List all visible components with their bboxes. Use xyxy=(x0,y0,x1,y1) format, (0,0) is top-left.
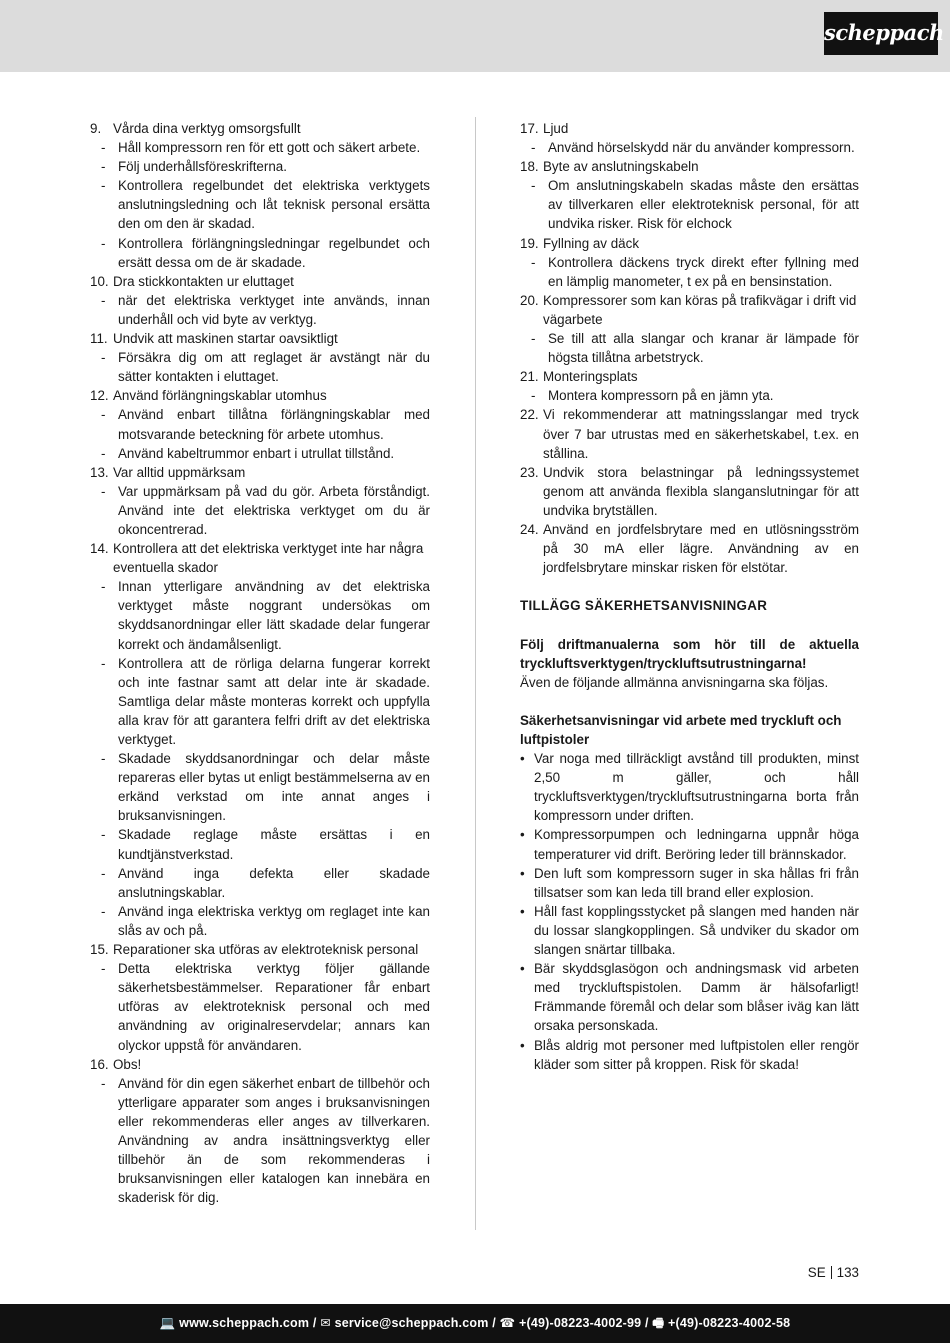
page-number xyxy=(808,1265,859,1280)
sub-item xyxy=(90,864,430,902)
page-lang: SE xyxy=(807,1265,826,1280)
header-band xyxy=(0,0,950,72)
bullet-text: Blås aldrig mot personer med luftpistolen eller rengör kläder som sitter på kroppen. Risk för skada! xyxy=(534,1037,859,1072)
sub-item-text: Använd inga elektriska verktyg om reglaget inte kan slås av och på. xyxy=(118,903,430,938)
list-item xyxy=(90,539,430,940)
list-item xyxy=(90,272,430,329)
list-item xyxy=(520,119,859,157)
item-number: 22. xyxy=(520,407,539,423)
dash-marker: - xyxy=(101,445,106,461)
bullet-text: Den luft som kompressorn suger in ska hållas fri från tillsatser som kan leda till brand eller explosion. xyxy=(534,865,859,900)
sub-item xyxy=(90,1074,430,1208)
page-separator xyxy=(831,1266,832,1279)
bullet-icon: • xyxy=(520,961,525,977)
dash-marker: - xyxy=(101,178,106,194)
dash-marker: - xyxy=(101,140,106,156)
dash-marker: - xyxy=(531,140,536,156)
sub-item xyxy=(90,157,430,176)
item-title: Reparationer ska utföras av elektroteknisk personal xyxy=(113,942,419,958)
sub-item xyxy=(90,654,430,749)
sub-item-text: Innan ytterligare användning av det elektriska verktyget måste noggrant undersökas om skyddsanordningar eller lätt skadade delar fungerar korrekt och ändamålsenligt. xyxy=(118,579,430,652)
list-item xyxy=(90,329,430,386)
sub-item-text: Använd för din egen säkerhet enbart de tillbehör och ytterligare apparater som anges i bruksanvisningen eller rekommenderas eller anges av tillverkaren. Användning av andra insättningsverktyg eller tillbehör än de som rekommenderas i bruksanvisningen eller katalogen kan innebära en skaderisk för dig. xyxy=(118,1075,430,1206)
sub-item-text: Skadade reglage måste ersättas i en kundtjänstverkstad. xyxy=(118,827,430,862)
dash-marker: - xyxy=(101,235,106,251)
sub-item-text: Försäkra dig om att reglaget är avstängt när du sätter kontakten i eluttaget. xyxy=(118,350,430,385)
sub-item-text: Kontrollera att de rörliga delarna fungerar korrekt och inte fastnar samt att delar inte är skadade. Samtliga delar måste monteras korrekt och uppfylla alla krav för att garantera felfri drift av det elektriska verktyget. xyxy=(118,655,430,747)
sub-item-text: Kontrollera förlängningsledningar regelbundet och ersätt dessa om de är skadade. xyxy=(118,235,430,270)
dash-marker: - xyxy=(101,655,106,671)
item-title: Vi rekommenderar att matningsslangar med tryck över 7 bar utrustas med en säkerhetskabel, t.ex. en stållina. xyxy=(543,407,859,461)
right-items xyxy=(520,119,859,577)
item-number: 15. xyxy=(90,942,109,958)
sub-item xyxy=(90,577,430,653)
sub-item xyxy=(90,138,430,157)
bullet-icon: • xyxy=(520,865,525,881)
item-number: 10. xyxy=(90,273,109,289)
list-item xyxy=(90,386,430,462)
item-title: Kontrollera att det elektriska verktyget inte har några eventuella skador xyxy=(113,541,424,576)
item-title: Byte av anslutningskabeln xyxy=(543,159,699,175)
sub-item-text: Skadade skyddsanordningar och delar måste repareras eller bytas ut enligt bestämmelserna av en erkänd verkstad om inte annat anges i bruksanvisningen. xyxy=(118,751,430,824)
dash-marker: - xyxy=(531,178,536,194)
dash-marker: - xyxy=(101,407,106,423)
sub-item-text: när det elektriska verktyget inte används, innan underhåll och vid byte av verktyg. xyxy=(118,292,430,327)
sub-item-text: Använd hörselskydd när du använder kompressorn. xyxy=(548,140,855,156)
item-number: 24. xyxy=(520,521,539,537)
item-number: 19. xyxy=(520,235,539,251)
list-item xyxy=(90,940,430,1055)
intro-bold: Följ driftmanualerna som hör till de aktuella tryckluftsverktygen/tryckluftsutrustningarna! xyxy=(520,636,859,671)
bullet-icon: • xyxy=(520,827,525,843)
sub-item-text: Om anslutningskabeln skadas måste den ersättas av tillverkaren eller elektroteknisk personal, för att undvika risker. Risk för elchock xyxy=(548,178,859,232)
dash-marker: - xyxy=(101,483,106,499)
bullet-icon: • xyxy=(520,903,525,919)
item-number: 16. xyxy=(90,1056,109,1072)
sub-item xyxy=(90,749,430,825)
sub-item-text: Följ underhållsföreskrifterna. xyxy=(118,159,287,175)
sub-item-text: Kontrollera däckens tryck direkt efter fyllning med en lämplig manometer, t ex på en bensinstation. xyxy=(548,254,859,289)
supplement-heading: TILLÄGG SÄKERHETSANVISNINGAR xyxy=(520,598,768,614)
sub-item xyxy=(90,902,430,940)
list-item xyxy=(90,1055,430,1208)
intro-text: Även de följande allmänna anvisningarna ska följas. xyxy=(520,674,829,690)
dash-marker: - xyxy=(101,961,106,977)
list-item xyxy=(520,405,859,462)
list-item xyxy=(520,157,859,233)
bullet-item xyxy=(520,825,859,863)
sub-item xyxy=(520,329,859,367)
bullet-item xyxy=(520,1036,859,1074)
sub-item-text: Montera kompressorn på en jämn yta. xyxy=(548,388,774,404)
dash-marker: - xyxy=(531,388,536,404)
item-number: 13. xyxy=(90,464,109,480)
item-number: 14. xyxy=(90,541,109,557)
item-title: Undvik att maskinen startar oavsiktligt xyxy=(113,331,338,347)
safety-subheading: Säkerhetsanvisningar vid arbete med tryckluft och luftpistoler xyxy=(520,712,842,747)
dash-marker: - xyxy=(101,865,106,881)
bullet-text: Var noga med tillräckligt avstånd till produkten, minst 2,50 m gäller, och håll tryckluftsverktygen/tryckluftsutrustningarna borta från kompressorn under driften. xyxy=(534,751,859,824)
sub-item xyxy=(90,348,430,386)
column-divider xyxy=(475,117,476,1230)
item-number: 12. xyxy=(90,388,109,404)
item-title: Kompressorer som kan köras på trafikvägar i drift vid vägarbete xyxy=(543,292,857,327)
sub-item-text: Använd kabeltrummor enbart i utrullat tillstånd. xyxy=(118,445,395,461)
item-number: 18. xyxy=(520,159,539,175)
sub-item xyxy=(90,176,430,233)
footer-contact: 💻 www.scheppach.com / ✉ service@scheppach.com / ☎ +(49)-08223-4002-99 / 🖷 +(49)-08223-4002-58 xyxy=(0,1304,950,1343)
item-number: 20. xyxy=(520,292,539,308)
item-number: 21. xyxy=(520,369,539,385)
sub-item-text: Använd enbart tillåtna förlängningskablar med motsvarande beteckning för arbete utomhus. xyxy=(118,407,430,442)
sub-item xyxy=(90,291,430,329)
sub-item-text: Använd inga defekta eller skadade anslutningskablar. xyxy=(118,865,430,900)
left-column xyxy=(90,119,430,1207)
item-number: 9. xyxy=(90,121,102,136)
list-item xyxy=(520,520,859,577)
list-item xyxy=(90,463,430,539)
sub-item-text: Se till att alla slangar och kranar är lämpade för högsta tillåtna arbetstryck. xyxy=(548,331,859,366)
item-title: Dra stickkontakten ur eluttaget xyxy=(113,273,294,289)
sub-item-text: Håll kompressorn ren för ett gott och säkert arbete. xyxy=(118,140,421,156)
dash-marker: - xyxy=(101,350,106,366)
item-number: 11. xyxy=(90,331,108,347)
item-title: Använd en jordfelsbrytare med en utlösningsström på 30 mA eller lägre. Användning av en jordfelsbrytare minskar risken för elstötar. xyxy=(543,521,859,576)
list-item xyxy=(520,291,859,367)
dash-marker: - xyxy=(101,827,106,843)
sub-item xyxy=(90,482,430,539)
sub-item xyxy=(90,405,430,443)
bullet-text: Håll fast kopplingsstycket på slangen med handen när du lossar slangkopplingen. Så undviker du skador om slangen snärtar tillbaka. xyxy=(534,903,859,958)
dash-marker: - xyxy=(531,254,536,270)
safety-bullets xyxy=(520,749,859,1074)
sub-item xyxy=(90,825,430,863)
bullet-item xyxy=(520,959,859,1035)
sub-item-text: Var uppmärksam på vad du gör. Arbeta förståndigt. Använd inte det elektriska verktyget om du är okoncentrerad. xyxy=(118,483,430,537)
bullet-item xyxy=(520,864,859,902)
item-title: Undvik stora belastningar på ledningssystemet genom att använda flexibla slanganslutningar för att undvika brytställen. xyxy=(543,464,859,518)
item-title: Ljud xyxy=(543,121,569,136)
bullet-item xyxy=(520,749,859,825)
bullet-icon: • xyxy=(520,1037,525,1053)
sub-item-text: Kontrollera regelbundet det elektriska verktygets anslutningsledning och låt teknisk personal ersätta den om den är skadad. xyxy=(118,178,430,232)
bullet-text: Bär skyddsglasögon och andningsmask vid arbeten med tryckluftspistolen. Damm är hälsofarligt! Främmande föremål och delar som blåser iväg kan lätt orsaka personskada. xyxy=(534,961,859,1034)
sub-item xyxy=(520,176,859,233)
sub-item xyxy=(520,138,859,157)
list-item xyxy=(520,234,859,291)
dash-marker: - xyxy=(101,903,106,919)
dash-marker: - xyxy=(101,1075,106,1091)
dash-marker: - xyxy=(101,579,106,595)
item-title: Använd förlängningskablar utomhus xyxy=(113,388,327,404)
item-title: Fyllning av däck xyxy=(543,235,640,251)
dash-marker: - xyxy=(101,159,106,175)
list-item xyxy=(90,119,430,272)
sub-item xyxy=(90,444,430,463)
item-title: Var alltid uppmärksam xyxy=(113,464,246,480)
dash-marker: - xyxy=(531,331,536,347)
item-number: 17. xyxy=(520,121,539,136)
item-number: 23. xyxy=(520,464,539,480)
sub-item xyxy=(520,386,859,405)
sub-item xyxy=(90,234,430,272)
dash-marker: - xyxy=(101,751,106,767)
bullet-icon: • xyxy=(520,751,525,767)
item-title: Vårda dina verktyg omsorgsfullt xyxy=(113,121,301,136)
bullet-item xyxy=(520,902,859,959)
sub-item xyxy=(90,959,430,1054)
list-item xyxy=(520,463,859,520)
list-item xyxy=(520,367,859,405)
item-title: Obs! xyxy=(113,1056,142,1072)
item-title: Monteringsplats xyxy=(543,369,638,385)
sub-item xyxy=(520,253,859,291)
page-number-value: 133 xyxy=(836,1265,859,1280)
brand-logo: scheppach xyxy=(824,12,938,55)
dash-marker: - xyxy=(101,292,106,308)
right-column xyxy=(520,119,859,1074)
sub-item-text: Detta elektriska verktyg följer gällande säkerhetsbestämmelser. Reparationer får enbart utföras av elektroteknisk personal och med användning av originalreservdelar; annars kan olyckor uppstå för användaren. xyxy=(118,961,430,1053)
bullet-text: Kompressorpumpen och ledningarna uppnår höga temperaturer vid drift. Beröring leder till brännskador. xyxy=(534,827,859,862)
